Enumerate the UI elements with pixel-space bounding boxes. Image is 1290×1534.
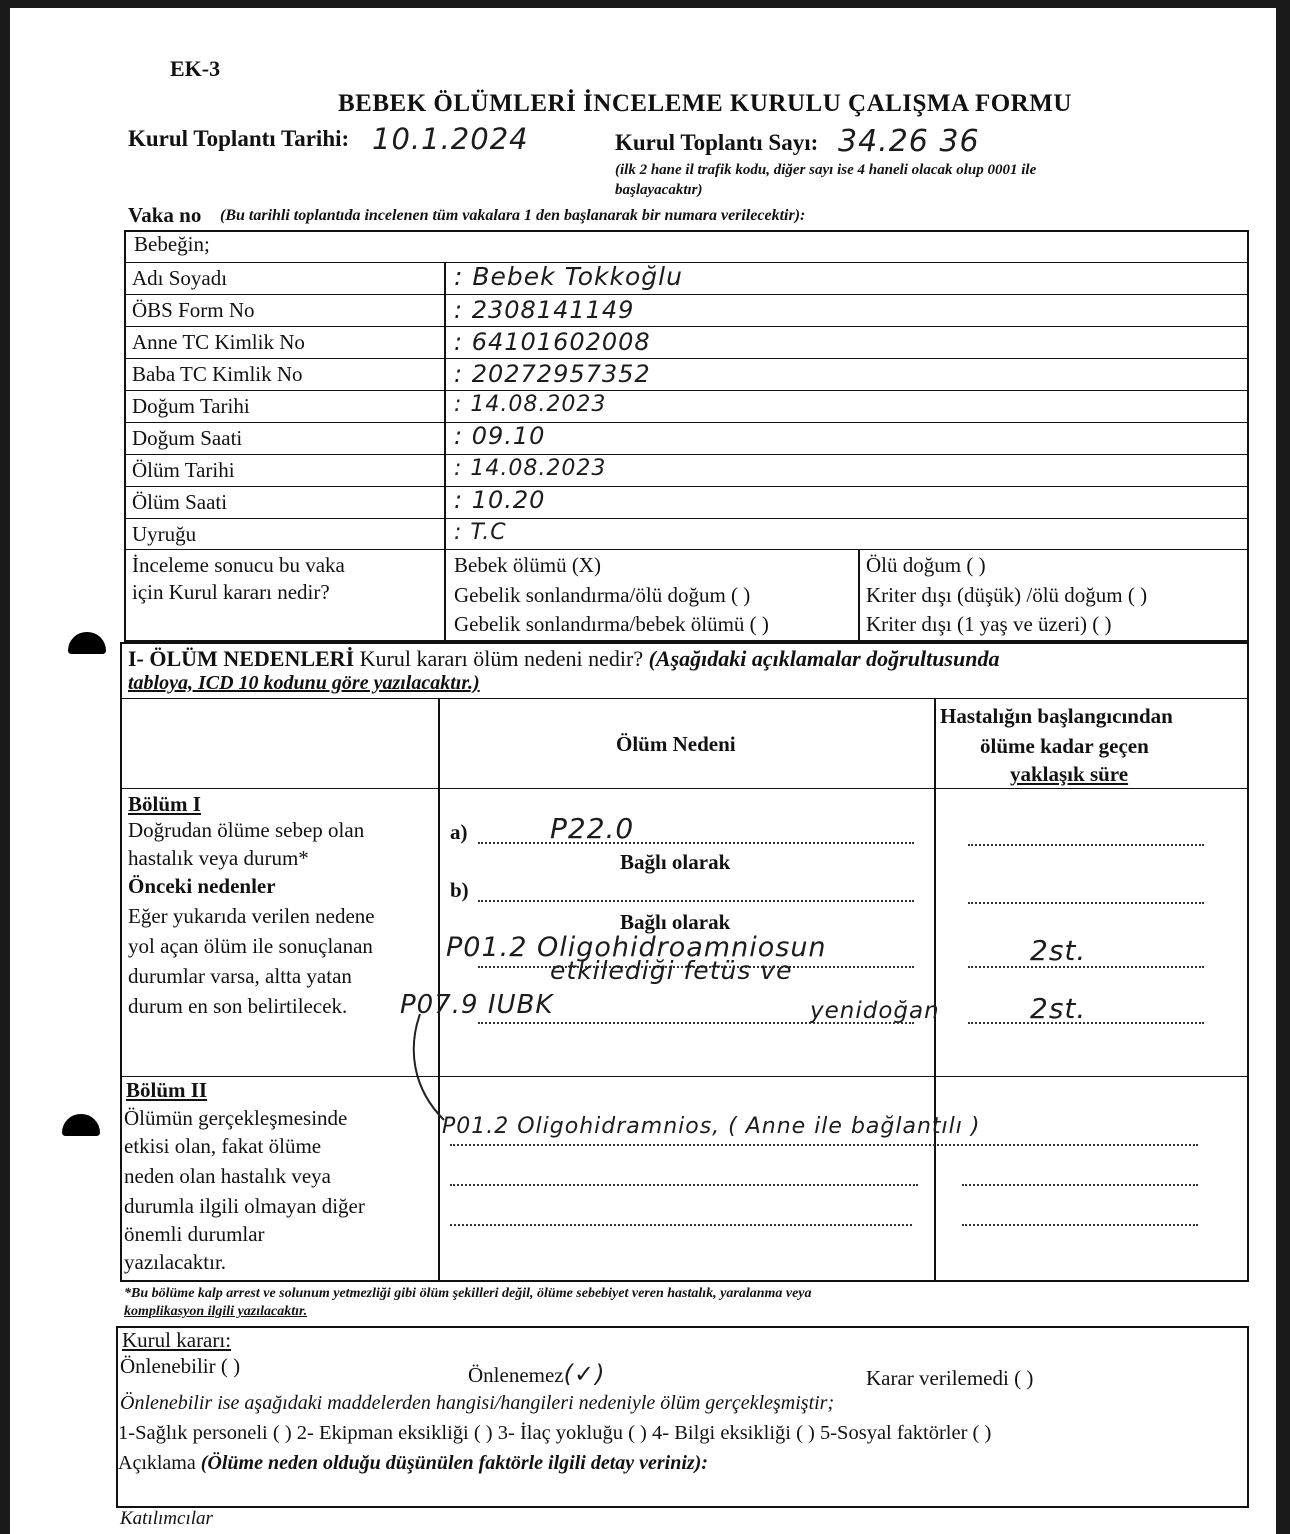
review-option: Kriter dışı (1 yaş ve üzeri) ( ) [866,612,1112,636]
part1-text: durum en son belirtilecek. [128,994,348,1018]
duration-line [968,902,1204,904]
review-question: için Kurul kararı nedir? [132,580,330,604]
decision-factors: 1-Sağlık personeli ( ) 2- Ekipman eksikliği ( ) 3- İlaç yokluğu ( ) 4- Bilgi eksikliği ( ) 5-Sosyal faktörler ( ) [118,1422,992,1444]
decision-box [116,1326,1249,1508]
part1-text: Önceki nedenler [128,874,276,898]
baby-row-value: : 09.10 [454,422,546,450]
meeting-no-value: 34.26 36 [838,124,980,159]
col-duration-header: yaklaşık süre [1010,762,1129,786]
meeting-no-note: (ilk 2 hane il trafik kodu, diğer sayı ise 4 haneli olacak olup 0001 ile [615,162,1037,178]
punch-hole [68,632,106,654]
baby-section-label: Bebeğin; [134,232,210,256]
explanation-label: Açıklama [118,1452,196,1474]
baby-row-value: : 10.20 [454,486,546,514]
part2-value: P01.2 Oligohidramnios, ( Anne ile bağlantılı ) [442,1114,981,1139]
cause-c-value-3: yenidoğan [810,998,940,1024]
preventable-option: Önlenebilir ( ) [120,1354,241,1378]
review-option: Kriter dışı (düşük) /ölü doğum ( ) [866,583,1148,607]
col-duration-header: Hastalığın başlangıcından [940,704,1173,728]
meeting-date-label: Kurul Toplantı Tarihi: [128,126,350,151]
table-divider [858,549,860,642]
part1-title: Bölüm I [128,792,201,816]
part2-line [962,1184,1198,1186]
cause-a-label: a) [450,820,468,844]
table-divider [444,262,446,642]
cause-d-value: P07.9 IUBK [400,990,554,1020]
baby-row-label: Doğum Tarihi [132,394,250,418]
part2-line [450,1144,1198,1146]
cause-c-value-2: etkilediği fetüs ve [550,956,793,985]
baby-row-label: Ölüm Saati [132,490,228,514]
undecided-option: Karar verilemedi ( ) [866,1366,1034,1390]
baby-row-value: : 64101602008 [454,328,651,356]
annex-label: EK-3 [170,56,221,81]
review-question: İnceleme sonucu bu vaka [132,553,345,577]
duration-line [968,844,1204,846]
part2-title: Bölüm II [126,1078,208,1102]
baby-row-label: Ölüm Tarihi [132,458,235,482]
baby-row-label: Baba TC Kimlik No [132,362,303,386]
col-cause-header: Ölüm Nedeni [616,732,736,756]
due-to-label: Bağlı olarak [620,850,731,874]
part1-text: Eğer yukarıda verilen nedene [128,904,375,928]
part2-line [962,1224,1198,1226]
due-to-label: Bağlı olarak [620,910,731,934]
table-divider [934,698,936,1282]
causes-heading-prefix: I- ÖLÜM NEDENLERİ [128,646,355,671]
part2-text: neden olan hastalık veya [124,1164,332,1188]
part2-text: durumla ilgili olmayan diğer [124,1194,365,1218]
causes-heading-note-2: tabloya, ICD 10 kodunu göre yazılacaktır.) [128,672,480,694]
handwritten-arrow-path [414,1014,444,1120]
baby-row-label: Uyruğu [132,522,197,546]
form-page [10,8,1276,1534]
not-preventable-option [468,1360,605,1388]
part2-text: etkisi olan, fakat ölüme [124,1134,322,1158]
part2-line [450,1224,912,1226]
baby-row-label: Doğum Saati [132,426,243,450]
baby-row-value: : 14.08.2023 [454,392,607,417]
part1-text: durumlar varsa, altta yatan [128,964,352,988]
part1-text: yol açan ölüm ile sonuçlanan [128,934,373,958]
footnote-2: komplikasyon ilgili yazılacaktır. [124,1304,308,1319]
part2-text: yazılacaktır. [124,1250,227,1274]
baby-row-value: : 2308141149 [454,296,635,324]
not-preventable-mark: (✓) [563,1360,606,1388]
form-title: BEBEK ÖLÜMLERİ İNCELEME KURULU ÇALIŞMA FORMU [338,90,1072,117]
explanation-note: (Ölüme neden olduğu düşünülen faktörle ilgili detay veriniz): [200,1452,709,1474]
case-no-label: Vaka no [128,203,202,227]
causes-heading-question: Kurul kararı ölüm nedeni nedir? [354,646,644,671]
baby-row-label: ÖBS Form No [132,298,255,322]
cause-d-line [478,1022,914,1024]
handwritten-arrow [406,1008,456,1128]
review-option: Ölü doğum ( ) [866,553,986,577]
review-option: Gebelik sonlandırma/bebek ölümü ( ) [454,612,769,636]
part1-text: hastalık veya durum* [128,846,309,870]
review-option: Gebelik sonlandırma/ölü doğum ( ) [454,583,751,607]
meeting-date-value: 10.1.2024 [372,122,529,156]
causes-heading [128,646,999,672]
case-no-note: (Bu tarihli toplantıda incelenen tüm vakalara 1 den başlanarak bir numara verilecektir): [220,207,806,224]
review-option: Bebek ölümü (X) [454,553,601,577]
part1-text: Doğrudan ölüme sebep olan [128,818,365,842]
duration-value: 2st. [1030,934,1087,967]
col-duration-header: ölüme kadar geçen [980,734,1149,758]
part2-line [450,1184,918,1186]
duration-value: 2st. [1030,992,1087,1025]
explanation [118,1452,708,1475]
baby-row-value: : 14.08.2023 [454,456,607,481]
baby-row-label: Anne TC Kimlik No [132,330,305,354]
decision-label: Kurul kararı: [122,1328,232,1352]
causes-heading-note: (Aşağıdaki açıklamalar doğrultusunda [643,646,1000,671]
baby-row-value: : 20272957352 [454,360,651,388]
decision-note: Önlenebilir ise aşağıdaki maddelerden hangisi/hangileri nedeniyle ölüm gerçekleşmiştir; [120,1392,835,1414]
baby-row-label: Adı Soyadı [132,266,228,290]
punch-hole [62,1114,100,1136]
part2-text: önemli durumlar [124,1222,265,1246]
baby-row-value: : Bebek Tokkoğlu [454,262,683,291]
meeting-no-note-2: başlayacaktır) [615,182,703,198]
not-preventable-label: Önlenemez [468,1363,564,1387]
footnote: *Bu bölüme kalp arrest ve solunum yetmezliği gibi ölüm şekilleri değil, ölüme sebebiyet veren hastalık, yaralanma veya [124,1286,812,1301]
cause-a-line [478,842,914,844]
cause-b-label: b) [450,878,469,902]
participants-label: Katılımcılar [120,1508,213,1529]
meeting-no-label: Kurul Toplantı Sayı: [615,130,819,155]
cause-a-value: P22.0 [550,812,635,845]
cause-c-value: P01.2 Oligohidroamniosun [446,932,827,963]
part2-text: Ölümün gerçekleşmesinde [124,1106,348,1130]
cause-b-line [478,900,914,902]
baby-row-value: : T.C [454,520,507,545]
